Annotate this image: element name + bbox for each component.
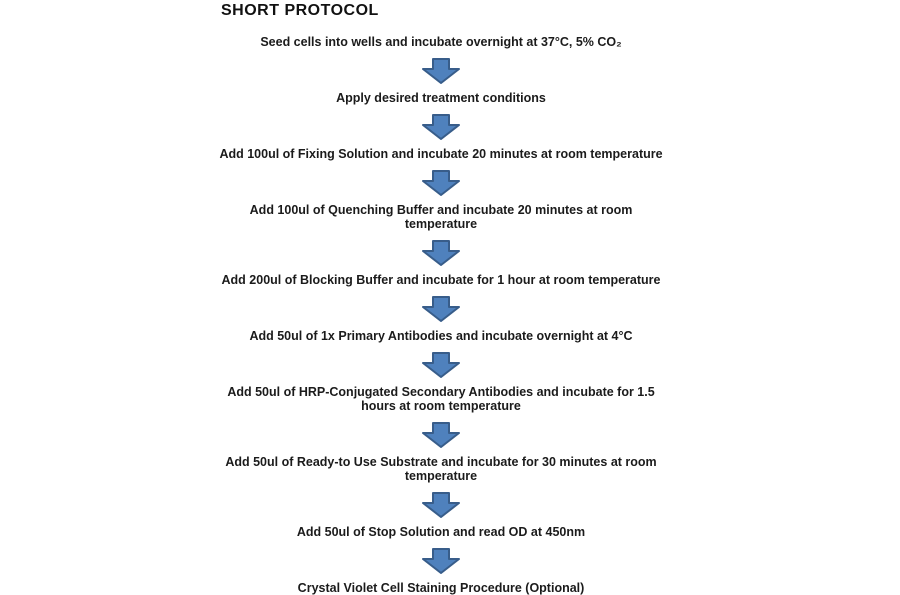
step-text: Crystal Violet Cell Staining Procedure (Optional) xyxy=(297,581,585,595)
step-text: Add 50ul of 1x Primary Antibodies and incubate overnight at 4°C xyxy=(249,329,633,343)
protocol-step-7 xyxy=(227,385,654,413)
protocol-step-6 xyxy=(249,329,632,343)
step-text: Apply desired treatment conditions xyxy=(336,91,546,105)
protocol-step-5 xyxy=(222,273,661,287)
down-arrow-icon xyxy=(421,492,461,518)
down-arrow-icon xyxy=(421,422,461,448)
protocol-step-4 xyxy=(250,203,633,231)
step-text: Add 100ul of Quenching Buffer and incubate 20 minutes at room xyxy=(249,203,633,217)
step-text: Add 200ul of Blocking Buffer and incubate for 1 hour at room temperature xyxy=(221,273,661,287)
protocol-step-1 xyxy=(260,35,621,49)
down-arrow-icon xyxy=(421,114,461,140)
protocol-step-9 xyxy=(297,525,585,539)
down-arrow-icon xyxy=(421,352,461,378)
down-arrow-icon xyxy=(421,58,461,84)
page-title: SHORT PROTOCOL xyxy=(221,2,379,19)
step-text: Add 50ul of Stop Solution and read OD at 450nm xyxy=(296,525,586,539)
step-text: temperature xyxy=(404,217,478,231)
step-text: Seed cells into wells and incubate overnight at 37°C, 5% CO₂ xyxy=(260,35,622,49)
protocol-step-10 xyxy=(298,581,585,595)
protocol-step-2 xyxy=(336,91,546,105)
protocol-step-8 xyxy=(225,455,656,483)
step-text: Add 50ul of HRP-Conjugated Secondary Antibodies and incubate for 1.5 xyxy=(227,385,655,399)
step-text: hours at room temperature xyxy=(361,399,521,413)
step-text: temperature xyxy=(404,469,478,483)
flowchart-column xyxy=(0,35,882,595)
protocol-step-3 xyxy=(219,147,662,161)
step-text: Add 50ul of Ready-to Use Substrate and incubate for 30 minutes at room xyxy=(225,455,657,469)
down-arrow-icon xyxy=(421,296,461,322)
down-arrow-icon xyxy=(421,548,461,574)
step-text: Add 100ul of Fixing Solution and incubate 20 minutes at room temperature xyxy=(219,147,663,161)
down-arrow-icon xyxy=(421,170,461,196)
down-arrow-icon xyxy=(421,240,461,266)
